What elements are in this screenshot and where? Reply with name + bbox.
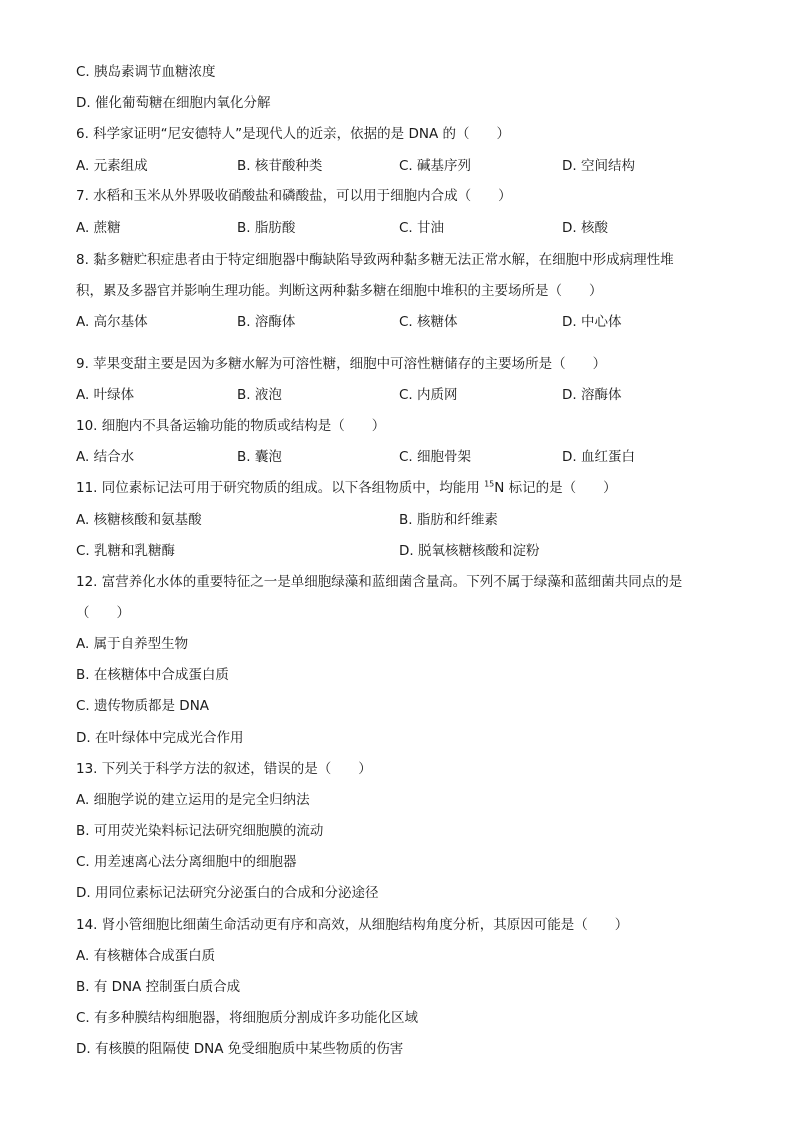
q8-option-b: B. 溶酶体 <box>237 314 296 330</box>
q12-option-d: D. 在叶绿体中完成光合作用 <box>76 730 244 746</box>
question-8-stem-line-1: 8. 黏多糖贮积症患者由于特定细胞器中酶缺陷导致两种黏多糖无法正常水解，在细胞中形成病理性堆 <box>76 252 674 268</box>
q14-option-b: B. 有 DNA 控制蛋白质合成 <box>76 979 241 995</box>
q8-option-d: D. 中心体 <box>562 314 622 330</box>
q7-option-b: B. 脂肪酸 <box>237 220 296 236</box>
q9-option-c: C. 内质网 <box>399 387 458 403</box>
question-12-stem-line-1: 12. 富营养化水体的重要特征之一是单细胞绿藻和蓝细菌含量高。下列不属于绿藻和蓝细菌共同点的是 <box>76 574 683 590</box>
q13-option-d: D. 用同位素标记法研究分泌蛋白的合成和分泌途径 <box>76 885 379 901</box>
q14-option-a: A. 有核糖体合成蛋白质 <box>76 948 216 964</box>
question-9-stem: 9. 苹果变甜主要是因为多糖水解为可溶性糖，细胞中可溶性糖储存的主要场所是（ ） <box>76 356 607 372</box>
q11-option-b: B. 脂肪和纤维素 <box>399 512 498 528</box>
q9-option-d: D. 溶酶体 <box>562 387 622 403</box>
q12-option-b: B. 在核糖体中合成蛋白质 <box>76 667 229 683</box>
q14-option-c: C. 有多种膜结构细胞器，将细胞质分割成许多功能化区域 <box>76 1010 419 1026</box>
q9-option-a: A. 叶绿体 <box>76 387 135 403</box>
q12-option-a: A. 属于自养型生物 <box>76 636 189 652</box>
q10-option-b: B. 囊泡 <box>237 449 282 465</box>
q14-option-d: D. 有核膜的阻隔使 DNA 免受细胞质中某些物质的伤害 <box>76 1041 404 1057</box>
q10-option-c: C. 细胞骨架 <box>399 449 472 465</box>
q6-option-d: D. 空间结构 <box>562 158 635 174</box>
q11-stem-text: 11. 同位素标记法可用于研究物质的组成。以下各组物质中，均能用 <box>76 480 485 496</box>
question-14-stem: 14. 肾小管细胞比细菌生命活动更有序和高效，从细胞结构角度分析，其原因可能是（ ） <box>76 917 629 933</box>
q8-option-c: C. 核糖体 <box>399 314 458 330</box>
question-12-stem-line-2: （ ） <box>76 605 130 621</box>
question-10-stem: 10. 细胞内不具备运输功能的物质或结构是（ ） <box>76 418 386 434</box>
q8-option-a: A. 高尔基体 <box>76 314 148 330</box>
q9-option-b: B. 液泡 <box>237 387 282 403</box>
q6-option-b: B. 核苷酸种类 <box>237 158 323 174</box>
question-7-stem: 7. 水稻和玉米从外界吸收硝酸盐和磷酸盐，可以用于细胞内合成（ ） <box>76 188 512 204</box>
q7-option-c: C. 甘油 <box>399 220 445 236</box>
q11-option-a: A. 核糖核酸和氨基酸 <box>76 512 202 528</box>
q10-option-d: D. 血红蛋白 <box>562 449 635 465</box>
q11-option-d: D. 脱氧核糖核酸和淀粉 <box>399 543 540 559</box>
q11-option-c: C. 乳糖和乳糖酶 <box>76 543 176 559</box>
q11-stem-text-end: N 标记的是（ ） <box>494 480 617 496</box>
question-13-stem: 13. 下列关于科学方法的叙述，错误的是（ ） <box>76 761 372 777</box>
q5-option-d: D. 催化葡萄糖在细胞内氧化分解 <box>76 95 271 111</box>
question-6-stem: 6. 科学家证明“尼安德特人”是现代人的近亲，依据的是 DNA 的（ ） <box>76 126 510 142</box>
q6-option-a: A. 元素组成 <box>76 158 148 174</box>
q7-option-a: A. 蔗糖 <box>76 220 121 236</box>
q12-option-c: C. 遗传物质都是 DNA <box>76 698 210 714</box>
question-11-stem <box>76 479 617 497</box>
q13-option-a: A. 细胞学说的建立运用的是完全归纳法 <box>76 792 310 808</box>
q13-option-c: C. 用差速离心法分离细胞中的细胞器 <box>76 854 297 870</box>
q6-option-c: C. 碱基序列 <box>399 158 472 174</box>
q10-option-a: A. 结合水 <box>76 449 135 465</box>
q7-option-d: D. 核酸 <box>562 220 608 236</box>
isotope-mass-number: 15 <box>484 479 495 489</box>
q13-option-b: B. 可用荧光染料标记法研究细胞膜的流动 <box>76 823 324 839</box>
q5-option-c: C. 胰岛素调节血糖浓度 <box>76 64 216 80</box>
question-8-stem-line-2: 积，累及多器官并影响生理功能。判断这两种黏多糖在细胞中堆积的主要场所是（ ） <box>76 283 603 299</box>
